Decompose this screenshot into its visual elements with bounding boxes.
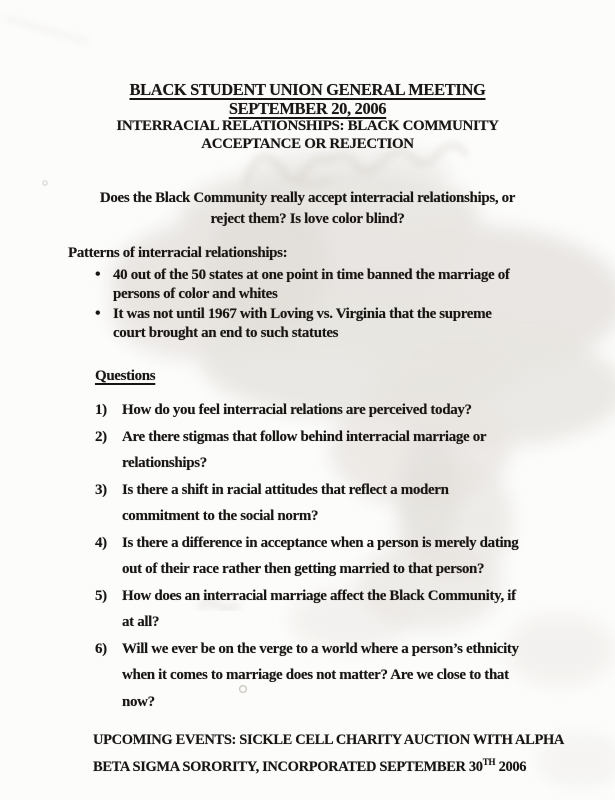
intro-question-line: Does the Black Community really accept interracial relationships, or (99, 190, 516, 206)
patterns-section (68, 244, 510, 344)
bullet-text-line: • It was not until 1967 with Loving vs. Virginia that the supreme (113, 305, 492, 322)
ordinal-superscript: TH (482, 756, 496, 767)
meeting-title-line: BLACK STUDENT UNION GENERAL MEETING (129, 80, 486, 99)
question-item (95, 424, 519, 477)
meeting-topic-line: ACCEPTANCE OR REJECTION (201, 135, 414, 152)
upcoming-events-line: BETA SIGMA SORORITY, INCORPORATED SEPTEMBER 30TH 2006 (93, 756, 527, 775)
intro-question (0, 188, 615, 230)
question-number: 6) (95, 640, 107, 657)
question-item (95, 530, 519, 583)
question-text: Is there a shift in racial attitudes that reflect a modern commitment to the social norm? (122, 481, 449, 524)
question-text: Will we ever be on the verge to a world where a person’s ethnicity when it comes to marriage does not matter? Are we close to that now? (122, 640, 519, 710)
document-header (0, 80, 615, 153)
question-number: 1) (95, 402, 107, 418)
bullet-text-line: • 40 out of the 50 states at one point in time banned the marriage of (113, 266, 510, 283)
meeting-topic-line: INTERRACIAL RELATIONSHIPS: BLACK COMMUNITY (116, 118, 499, 134)
meeting-date-line: SEPTEMBER 20, 2006 (228, 99, 387, 118)
intro-question-line: reject them? Is love color blind? (210, 211, 405, 227)
question-item (95, 583, 519, 636)
upcoming-events-line: UPCOMING EVENTS: SICKLE CELL CHARITY AUCTION WITH ALPHA (93, 732, 565, 748)
upcoming-events-footer (93, 730, 564, 778)
patterns-bullet-list (68, 266, 510, 344)
bullet-text-line: court brought an end to such statutes (113, 325, 339, 341)
question-text: How does an interracial marriage affect the Black Community, if at all? (122, 587, 516, 630)
questions-heading: Questions (95, 368, 156, 384)
question-item (95, 477, 519, 530)
question-number: 4) (95, 534, 107, 551)
question-item (95, 397, 519, 424)
bullet-text-line: persons of color and whites (113, 286, 278, 302)
bullet-item (68, 266, 510, 305)
questions-list (95, 397, 519, 715)
patterns-heading: Patterns of interracial relationships: (68, 245, 288, 261)
question-text: Is there a difference in acceptance when a person is merely dating out of their race rather then getting married to that person? (122, 534, 519, 577)
questions-section (95, 367, 519, 715)
question-item (95, 636, 519, 716)
question-text: How do you feel interracial relations are perceived today? (122, 402, 472, 418)
question-number: 2) (95, 428, 107, 445)
question-text: Are there stigmas that follow behind interracial marriage or relationships? (122, 428, 487, 471)
bullet-item (68, 305, 510, 344)
question-number: 5) (95, 587, 107, 604)
question-number: 3) (95, 481, 107, 498)
